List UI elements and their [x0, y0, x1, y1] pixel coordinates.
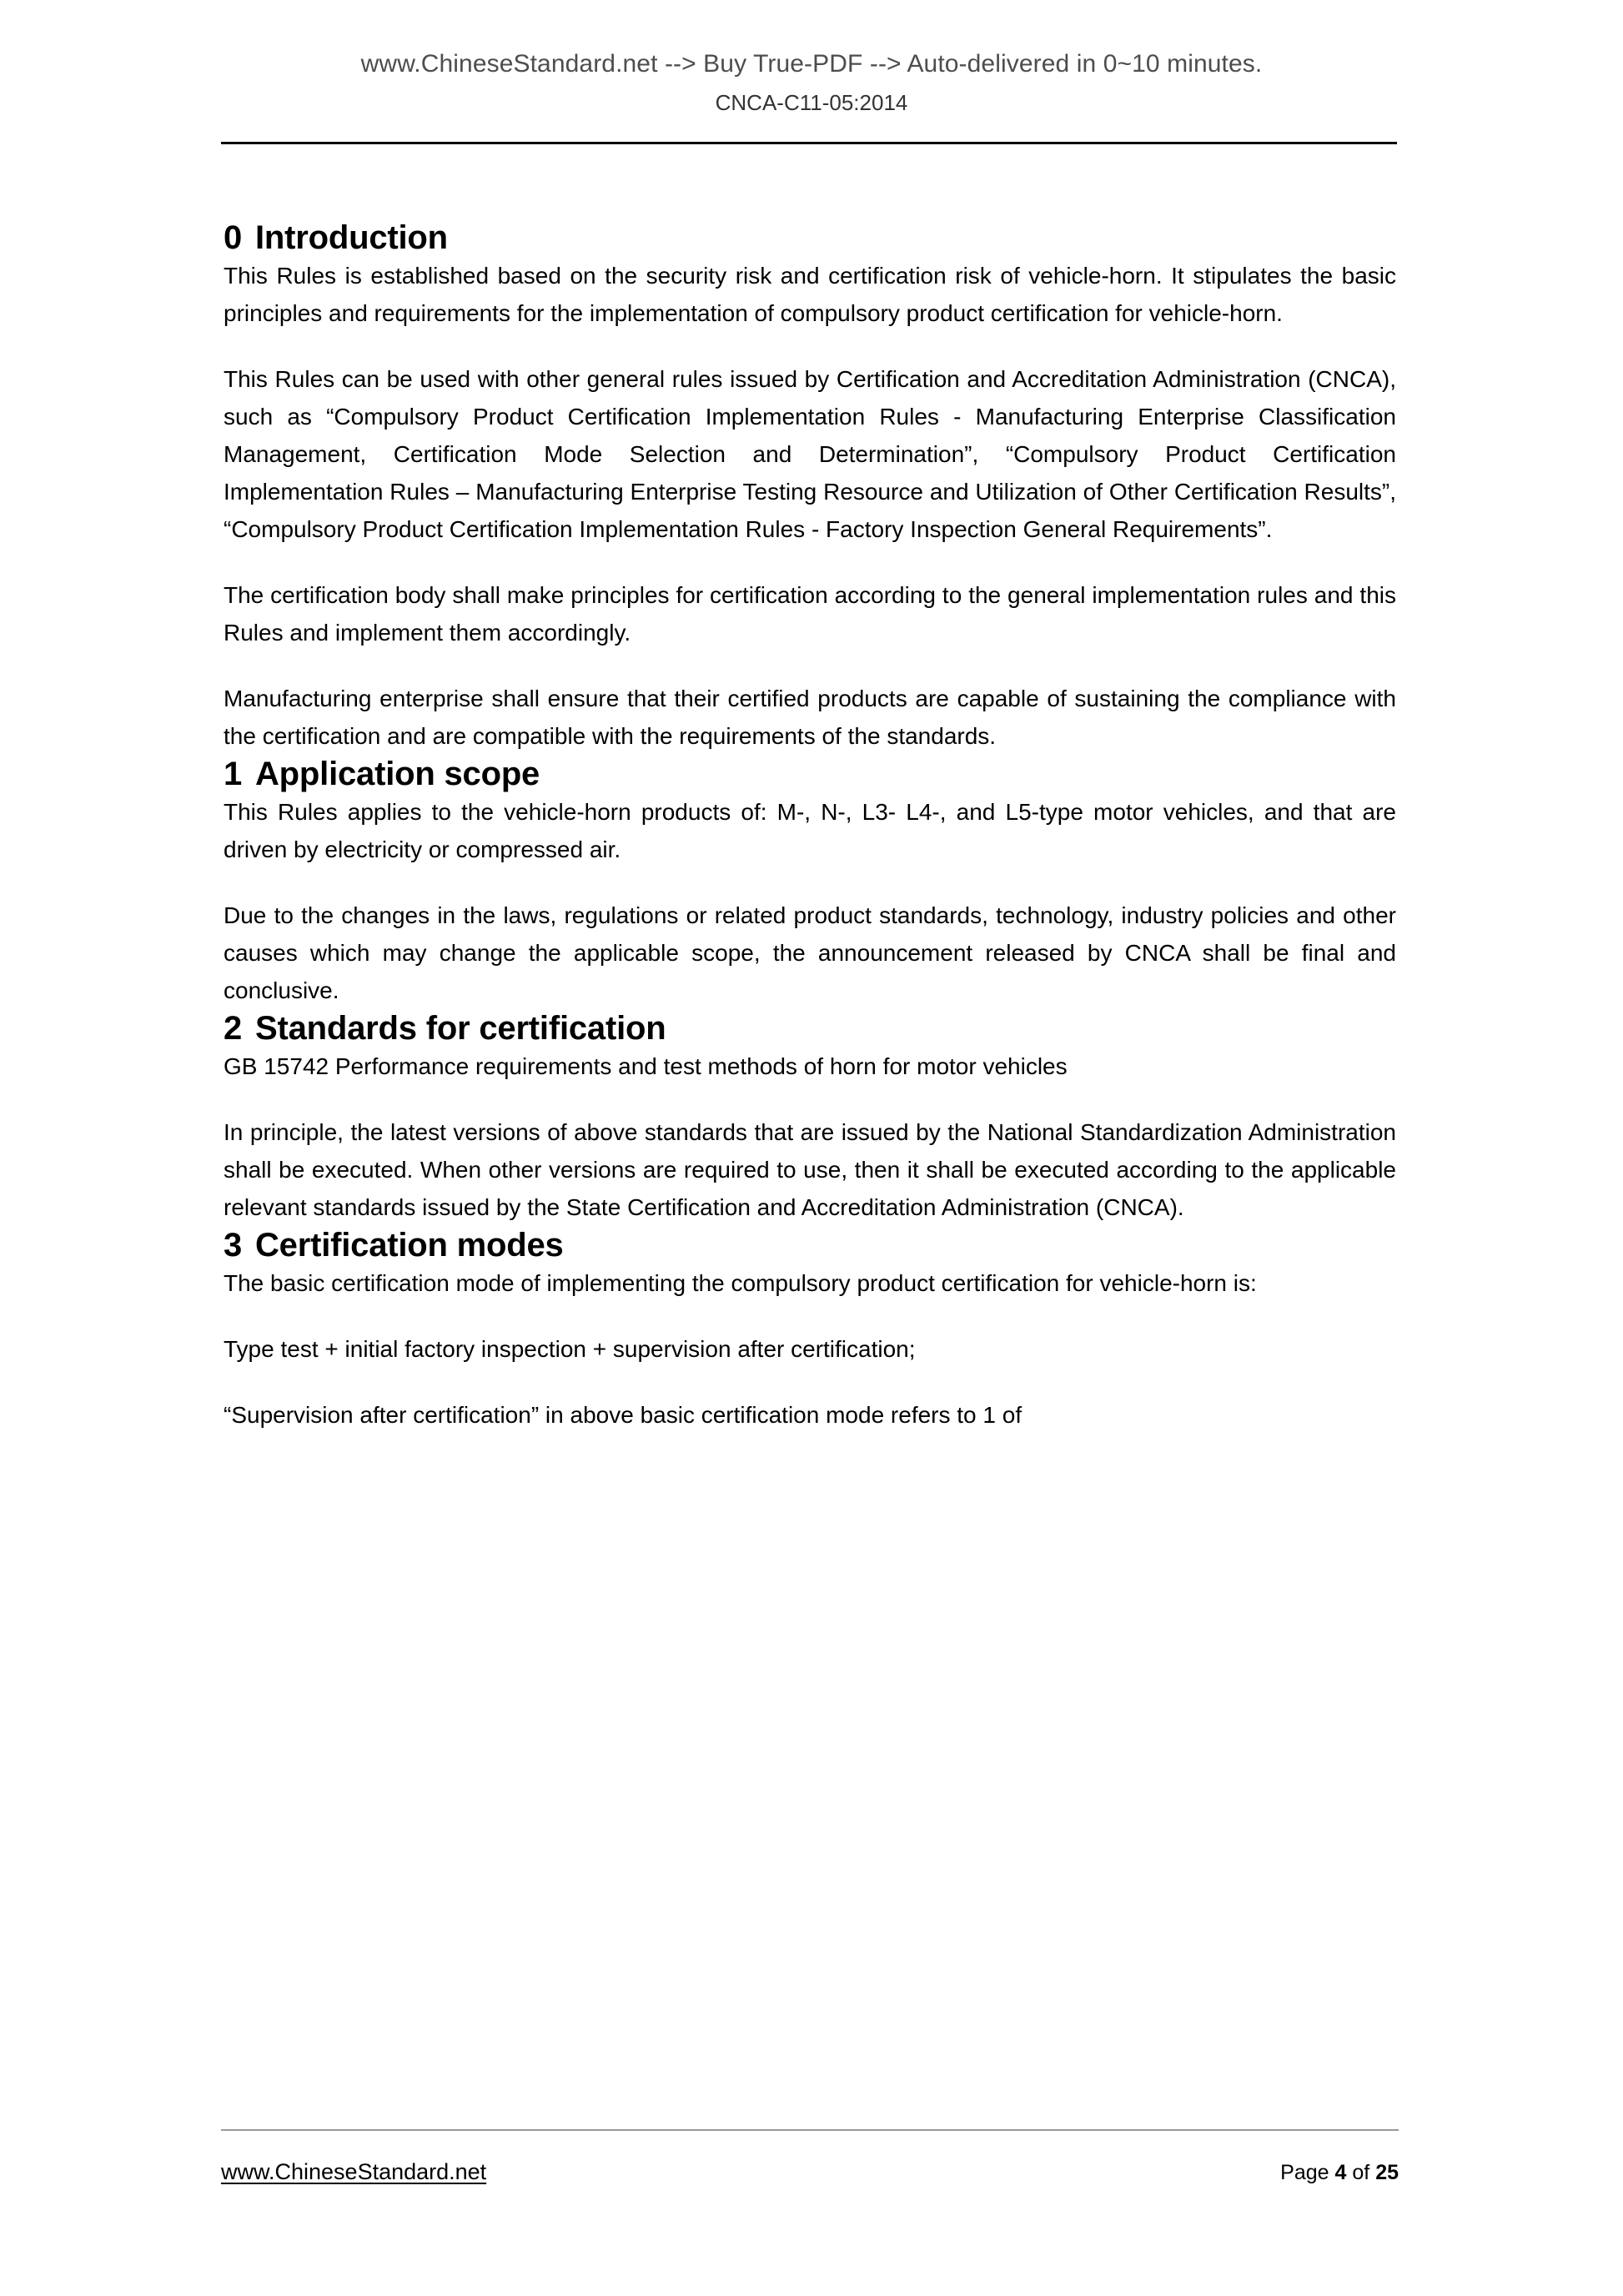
section-title: Application scope [255, 756, 540, 792]
paragraph: The basic certification mode of implementing the compulsory product certification for vehicle-horn is: [224, 1270, 1257, 1296]
paragraph: This Rules can be used with other general rules issued by Certification and Accreditation Administration (CNCA), such as “Compulsory Product Certification Implementation Rules - Manufacturing Enterprise Classification Management, Certification Mode Selection and Determination”, “Compulsory Product Certification Implementation Rules – Manufacturing Enterprise Testing Resource and Utilization of Other Certification Results”, “Compulsory Product Certification Implementation Rules - Factory Inspection General Requirements”. [224, 366, 1396, 542]
watermark-promo-text: www.ChineseStandard.net --> Buy True-PDF --> Auto-delivered in 0~10 minutes. [360, 50, 1263, 78]
page-number-indicator [1280, 2161, 1399, 2185]
section-title: Standards for certification [255, 1010, 666, 1047]
paragraph: Due to the changes in the laws, regulations or related product standards, technology, industry policies and other causes which may change the applicable scope, the announcement released by CNCA shall be final and conclusive. [224, 902, 1396, 1003]
paragraph: This Rules applies to the vehicle-horn products of: M-, N-, L3- L4-, and L5-type motor vehicles, and that are driven by electricity or compressed air. [224, 799, 1396, 862]
page-of-label: of [1352, 2161, 1370, 2184]
paragraph: Type test + initial factory inspection + supervision after certification; [224, 1336, 916, 1362]
paragraph: Manufacturing enterprise shall ensure that their certified products are capable of sustaining the compliance with the certification and are compatible with the requirements of the standards. [224, 686, 1396, 749]
paragraph: “Supervision after certification” in above basic certification mode refers to 1 of [224, 1402, 1023, 1428]
section-title: Certification modes [255, 1227, 564, 1264]
page-label: Page [1280, 2161, 1329, 2184]
paragraph: The certification body shall make principles for certification according to the general implementation rules and this Rules and implement them accordingly. [224, 582, 1396, 646]
footer-site-link[interactable]: www.ChineseStandard.net [221, 2159, 487, 2184]
section-number: 3 [224, 1227, 243, 1264]
header-divider [221, 142, 1397, 144]
section-heading-introduction [224, 219, 1396, 257]
page-current: 4 [1334, 2161, 1347, 2184]
document-code: CNCA-C11-05:2014 [715, 90, 908, 115]
section-number: 0 [224, 219, 243, 256]
section-title: Introduction [255, 219, 448, 256]
section-heading-standards-for-certification [224, 1009, 1396, 1048]
page-footer [221, 2129, 1399, 2185]
document-body [224, 219, 1396, 1434]
paragraph: This Rules is established based on the security risk and certification risk of vehicle-horn. It stipulates the basic principles and requirements for the implementation of compulsory product certification for vehicle-horn. [224, 263, 1396, 326]
footer-row [221, 2131, 1399, 2185]
section-number: 2 [224, 1010, 243, 1047]
standard-reference: GB 15742 Performance requirements and test methods of horn for motor vehicles [224, 1053, 1068, 1079]
section-heading-application-scope [224, 755, 1396, 793]
section-heading-certification-modes [224, 1226, 1396, 1264]
page-header [0, 0, 1623, 116]
page-total: 25 [1375, 2161, 1399, 2184]
section-number: 1 [224, 756, 243, 792]
paragraph: In principle, the latest versions of above standards that are issued by the National Standardization Administration shall be executed. When other versions are required to use, then it shall be executed according to the applicable relevant standards issued by the State Certification and Accreditation Administration (CNCA). [224, 1119, 1396, 1220]
